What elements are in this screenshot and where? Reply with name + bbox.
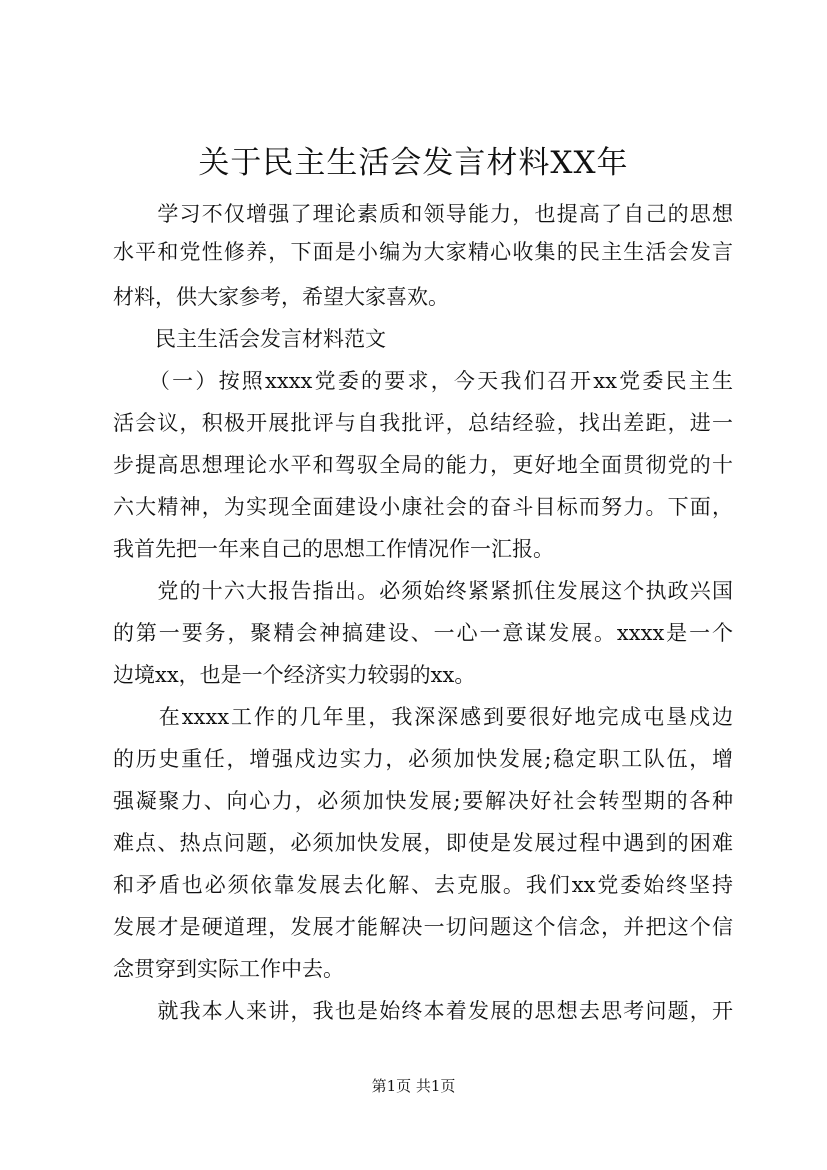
section-heading: 民主生活会发言材料范文 xyxy=(113,327,386,351)
body-line: 的第一要务，聚精会神搞建设、一心一意谋发展。xxxx是一个 xyxy=(113,621,733,645)
body-line: 就我本人来讲，我也是始终本着发展的思想去思考问题，开 xyxy=(113,999,733,1023)
body-line: 六大精神，为实现全面建设小康社会的奋斗目标而努力。下面， xyxy=(113,495,733,519)
body-line: 活会议，积极开展批评与自我批评，总结经验，找出差距，进一 xyxy=(113,411,733,435)
body-line: 和矛盾也必须依靠发展去化解、去克服。我们xx党委始终坚持 xyxy=(113,873,733,897)
page-number: 第1页 共1页 xyxy=(371,1077,456,1095)
body-line: 强凝聚力、向心力，必须加快发展;要解决好社会转型期的各种 xyxy=(113,789,733,813)
body-line: 在xxxx工作的几年里，我深深感到要很好地完成屯垦戍边 xyxy=(113,705,733,729)
body-line: 难点、热点问题，必须加快发展，即使是发展过程中遇到的困难 xyxy=(113,831,733,855)
body-line: 水平和党性修养，下面是小编为大家精心收集的民主生活会发言 xyxy=(113,240,733,264)
body-line: 我首先把一年来自己的思想工作情况作一汇报。 xyxy=(113,537,554,561)
body-line: 步提高思想理论水平和驾驭全局的能力，更好地全面贯彻党的十 xyxy=(113,453,733,477)
document-title: 关于民主生活会发言材料XX年 xyxy=(198,145,629,181)
body-line: 边境xx，也是一个经济实力较弱的xx。 xyxy=(113,663,476,687)
body-line: 学习不仅增强了理论素质和领导能力，也提高了自己的思想 xyxy=(113,202,733,226)
body-line: 的历史重任，增强戍边实力，必须加快发展;稳定职工队伍，增 xyxy=(113,747,733,771)
body-line: （一）按照xxxx党委的要求，今天我们召开xx党委民主生 xyxy=(113,369,733,393)
body-line: 材料，供大家参考，希望大家喜欢。 xyxy=(113,285,449,309)
body-line: 念贯穿到实际工作中去。 xyxy=(113,957,344,981)
body-line: 发展才是硬道理，发展才能解决一切问题这个信念，并把这个信 xyxy=(113,915,733,939)
body-line: 党的十六大报告指出。必须始终紧紧抓住发展这个执政兴国 xyxy=(113,579,733,603)
